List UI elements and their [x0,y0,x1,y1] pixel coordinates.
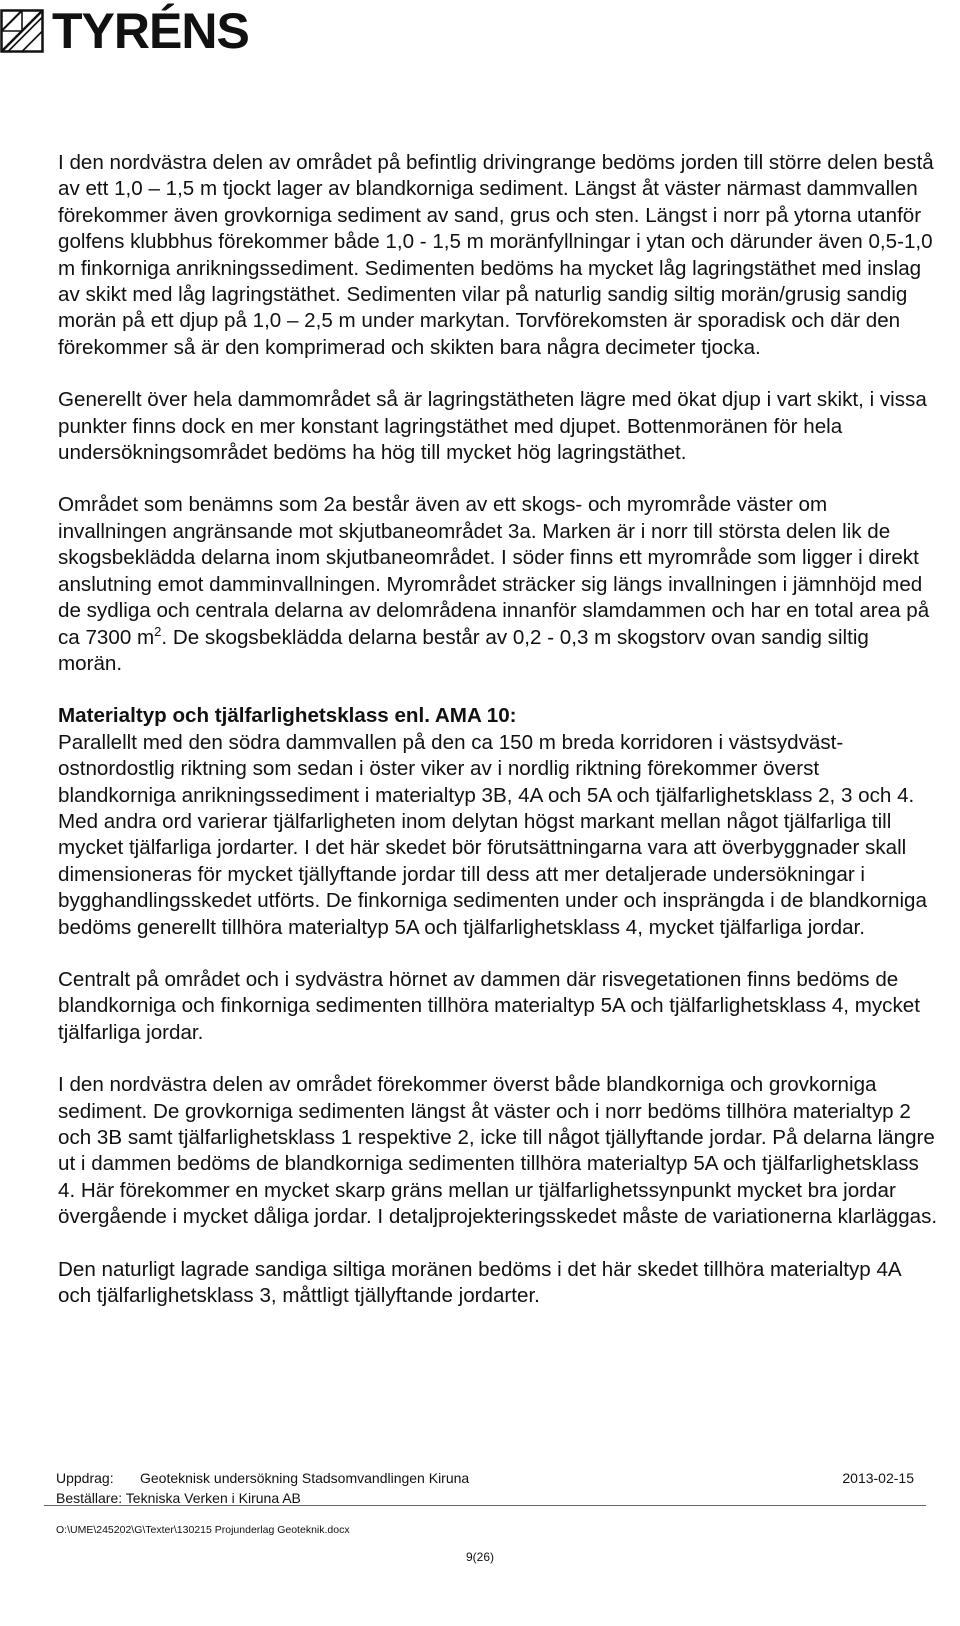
paragraph-2: Generellt över hela dammområdet så är lagringstätheten lägre med ökat djup i vart skikt, i vissa punkter finns dock en mer konstant lagringstäthet med djupet. Bottenmoränen för hela undersökningsområdet bedöms ha hög till mycket hög lagringstäthet. [58,388,927,465]
paragraph-1 [58,150,938,361]
page-number: 9(26) [465,1550,494,1564]
bestallare-value: Tekniska Verken i Kiruna AB [125,1490,301,1506]
paragraph-3-text: Området som benämns som 2a består även av ett skogs- och myrområde väster om invallningen angränsande mot skjutbaneområdet 3a. Marken är i norr till största delen lik de skogsbeklädda delarna inom skjutbaneområdet. I söder finns ett myrområde som ligger i direkt anslutning emot damminvallningen. Myrområdet sträcker sig längs invallningen i jämnhöjd med de sydliga och centrala delarna av delområdena innanför slamdammen och har en total area på ca 7300 m [58,493,930,649]
uppdrag-value: Geoteknisk undersökning Stadsomvandlingen Kiruna [140,1470,470,1486]
bestallare-label: Beställare: [56,1490,123,1506]
section-heading: Materialtyp och tjälfarlighetsklass enl. AMA 10: [58,704,517,728]
paragraph-1-text: I den nordvästra delen av området på befintlig drivingrange bedöms jorden till större delen bestå av ett 1,0 – 1,5 m tjockt lager av blandkorniga sediment. Längst åt väster närmast dammvallen förekommer även grovkorniga sediment av sand, grus och sten. Längst i norr på ytorna utanför golfens klubbhus förekommer både 1,0 - 1,5 m moränfyllningar i ytan och därunder även 0,5-1,0 m finkorniga anrikningssediment. Sedimenten bedöms ha mycket låg lagringstäthet med inslag av skikt med låg lagringstäthet. Sedimenten vilar på naturlig sandig siltig morän/grusig sandig morän på ett djup på 1,0 – 2,5 m under markytan. Torvförekomsten är sporadisk och där den förekommer så är den komprimerad och skikten bara några decimeter tjocka. [58,151,934,359]
paragraph-4: Parallellt med den södra dammvallen på den ca 150 m breda korridoren i västsydväst-ostnordostlig riktning som sedan i öster viker av i nordlig riktning förekommer överst blandkorniga anrikningssediment i materialtyp 3B, 4A och 5A och tjälfarlighetsklass 2, 3 och 4. Med andra ord varierar tjälfarligheten inom delytan högst markant mellan något tjälfarliga till mycket tjälfarliga jordarter. I det här skedet bör förutsättningarna vara att överbyggnader skall dimensioneras för mycket tjällyftande jordar till dess att mer detaljerade undersökningar i bygghandlingsskedet utförts. De finkorniga sedimenten under och insprängda i de blandkorniga bedöms generellt tillhöra materialtyp 5A och tjälfarlighetsklass 4, mycket tjälfarliga jordar. [58,730,927,939]
footer-bestallare [56,1489,301,1507]
document-body [58,150,938,1335]
paragraph-5: Centralt på området och i sydvästra hörnet av dammen där risvegetationen finns bedöms de blandkorniga och finkorniga sedimenten tillhöra materialtyp 5A och tjälfarlighetsklass 4, mycket tjälfarliga jordar. [58,967,920,1044]
paragraph-3-text-end: . De skogsbeklädda delarna består av 0,2 - 0,3 m skogstorv ovan sandig siltig morän. [58,625,869,675]
footer-date: 2013-02-15 [842,1470,914,1486]
paragraph-6: I den nordvästra delen av området förekommer överst både blandkorniga och grovkorniga sediment. De grovkorniga sedimenten längst åt väster och i norr bedöms tillhöra materialtyp 2 och 3B samt tjälfarlighetsklass 1 respektive 2, icke till något tjällyftande jordar. På delarna längre ut i dammen bedöms de blandkorniga sedimenten tillhöra materialtyp 5A och tjälfarlighetsklass 4. Här förekommer en mycket skarp gräns mellan ur tjälfarlighetssynpunkt mycket bra jordar övergående i mycket dåliga jordar. I detaljprojekteringsskedet måste de variationerna klarläggas. [58,1073,938,1229]
footer-uppdrag [56,1469,469,1487]
paragraph-7: Den naturligt lagrade sandiga siltiga moränen bedöms i det här skedet tillhöra materialtyp 4A och tjälfarlighetsklass 3, måttligt tjällyftande jordarter. [58,1257,901,1308]
logo-wordmark: TYRÉNS [52,3,249,59]
footer-file-path: O:\UME\245202\G\Texter\130215 Projunderlag Geoteknik.docx [56,1524,350,1536]
superscript-2: 2 [154,623,162,639]
paragraph-3 [58,492,938,677]
company-logo [0,3,249,59]
uppdrag-label: Uppdrag: [56,1470,114,1486]
tyrens-logo-icon [0,9,44,53]
